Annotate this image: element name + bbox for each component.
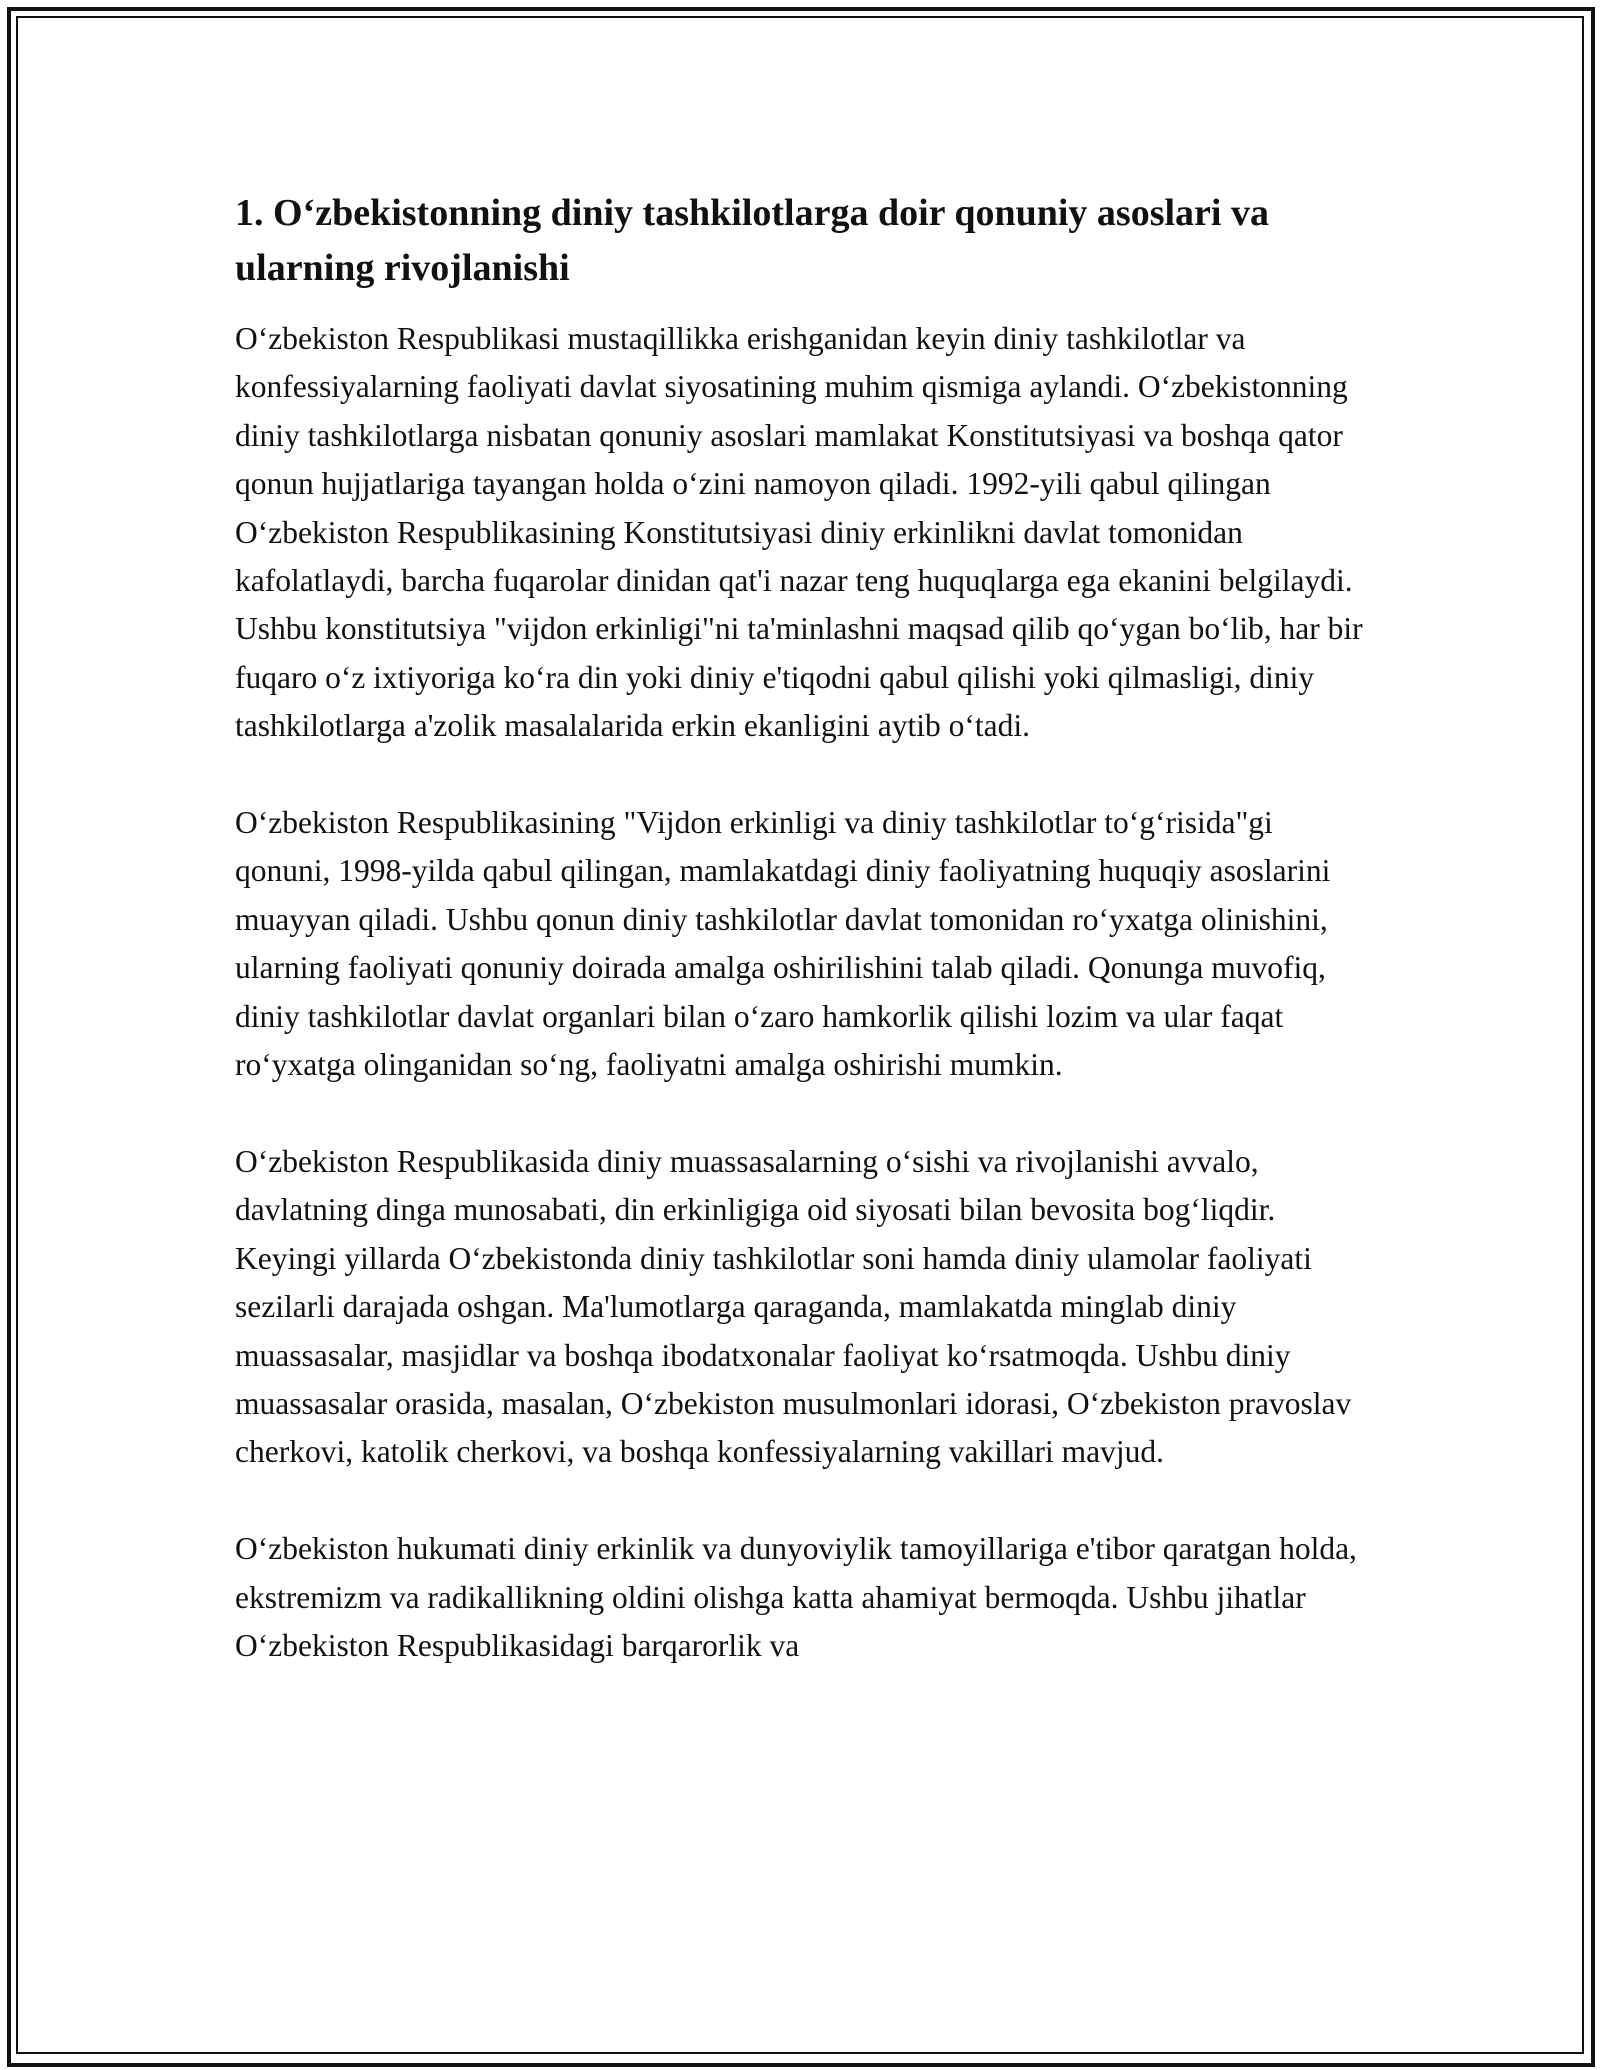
- document-body: [235, 186, 1370, 1719]
- paragraph-2: O‘zbekiston Respublikasining "Vijdon erkinligi va diniy tashkilotlar to‘g‘risida"gi qonuni, 1998-yilda qabul qilingan, mamlakatdagi diniy faoliyatning huquqiy asoslarini muayyan qiladi. Ushbu qonun diniy tashkilotlar davlat tomonidan ro‘yxatga olinishini, ularning faoliyati qonuniy doirada amalga oshirilishini talab qiladi. Qonunga muvofiq, diniy tashkilotlar davlat organlari bilan o‘zaro hamkorlik qilishi lozim va ular faqat ro‘yxatga olinganidan so‘ng, faoliyatni amalga oshirishi mumkin.: [235, 805, 1331, 1083]
- paragraph-3: O‘zbekiston Respublikasida diniy muassasalarning o‘sishi va rivojlanishi avvalo, davlatning dinga munosabati, din erkinligiga oid siyosati bilan bevosita bog‘liqdir. Keyingi yillarda O‘zbekistonda diniy tashkilotlar soni hamda diniy ulamolar faoliyati sezilarli darajada oshgan. Ma'lumotlarga qaraganda, mamlakatda minglab diniy muassasalar, masjidlar va boshqa ibodatxonalar faoliyat ko‘rsatmoqda. Ushbu diniy muassasalar orasida, masalan, O‘zbekiston musulmonlari idorasi, O‘zbekiston pravoslav cherkovi, katolik cherkovi, va boshqa konfessiyalarning vakillari mavjud.: [235, 1143, 1352, 1470]
- paragraph-1: O‘zbekiston Respublikasi mustaqillikka erishganidan keyin diniy tashkilotlar va konfessiyalarning faoliyati davlat siyosatining muhim qismiga aylandi. O‘zbekistonning diniy tashkilotlarga nisbatan qonuniy asoslari mamlakat Konstitutsiyasi va boshqa qator qonun hujjatlariga tayangan holda o‘zini namoyon qiladi. 1992-yili qabul qilingan O‘zbekiston Respublikasining Konstitutsiyasi diniy erkinlikni davlat tomonidan kafolatlaydi, barcha fuqarolar dinidan qat'i nazar teng huquqlarga ega ekanini belgilaydi. Ushbu konstitutsiya "vijdon erkinligi"ni ta'minlashni maqsad qilib qo‘ygan bo‘lib, har bir fuqaro o‘z ixtiyoriga ko‘ra din yoki diniy e'tiqodni qabul qilishi yoki qilmasligi, diniy tashkilotlarga a'zolik masalalarida erkin ekanligini aytib o‘tadi.: [235, 321, 1363, 744]
- paragraph-4: O‘zbekiston hukumati diniy erkinlik va dunyoviylik tamoyillariga e'tibor qaratgan holda, ekstremizm va radikallikning oldini olishga katta ahamiyat bermoqda. Ushbu jihatlar O‘zbekiston Respublikasidagi barqarorlik va: [235, 1531, 1357, 1663]
- section-heading: 1. O‘zbekistonning diniy tashkilotlarga doir qonuniy asoslari va ularning rivojlanishi: [235, 192, 1269, 289]
